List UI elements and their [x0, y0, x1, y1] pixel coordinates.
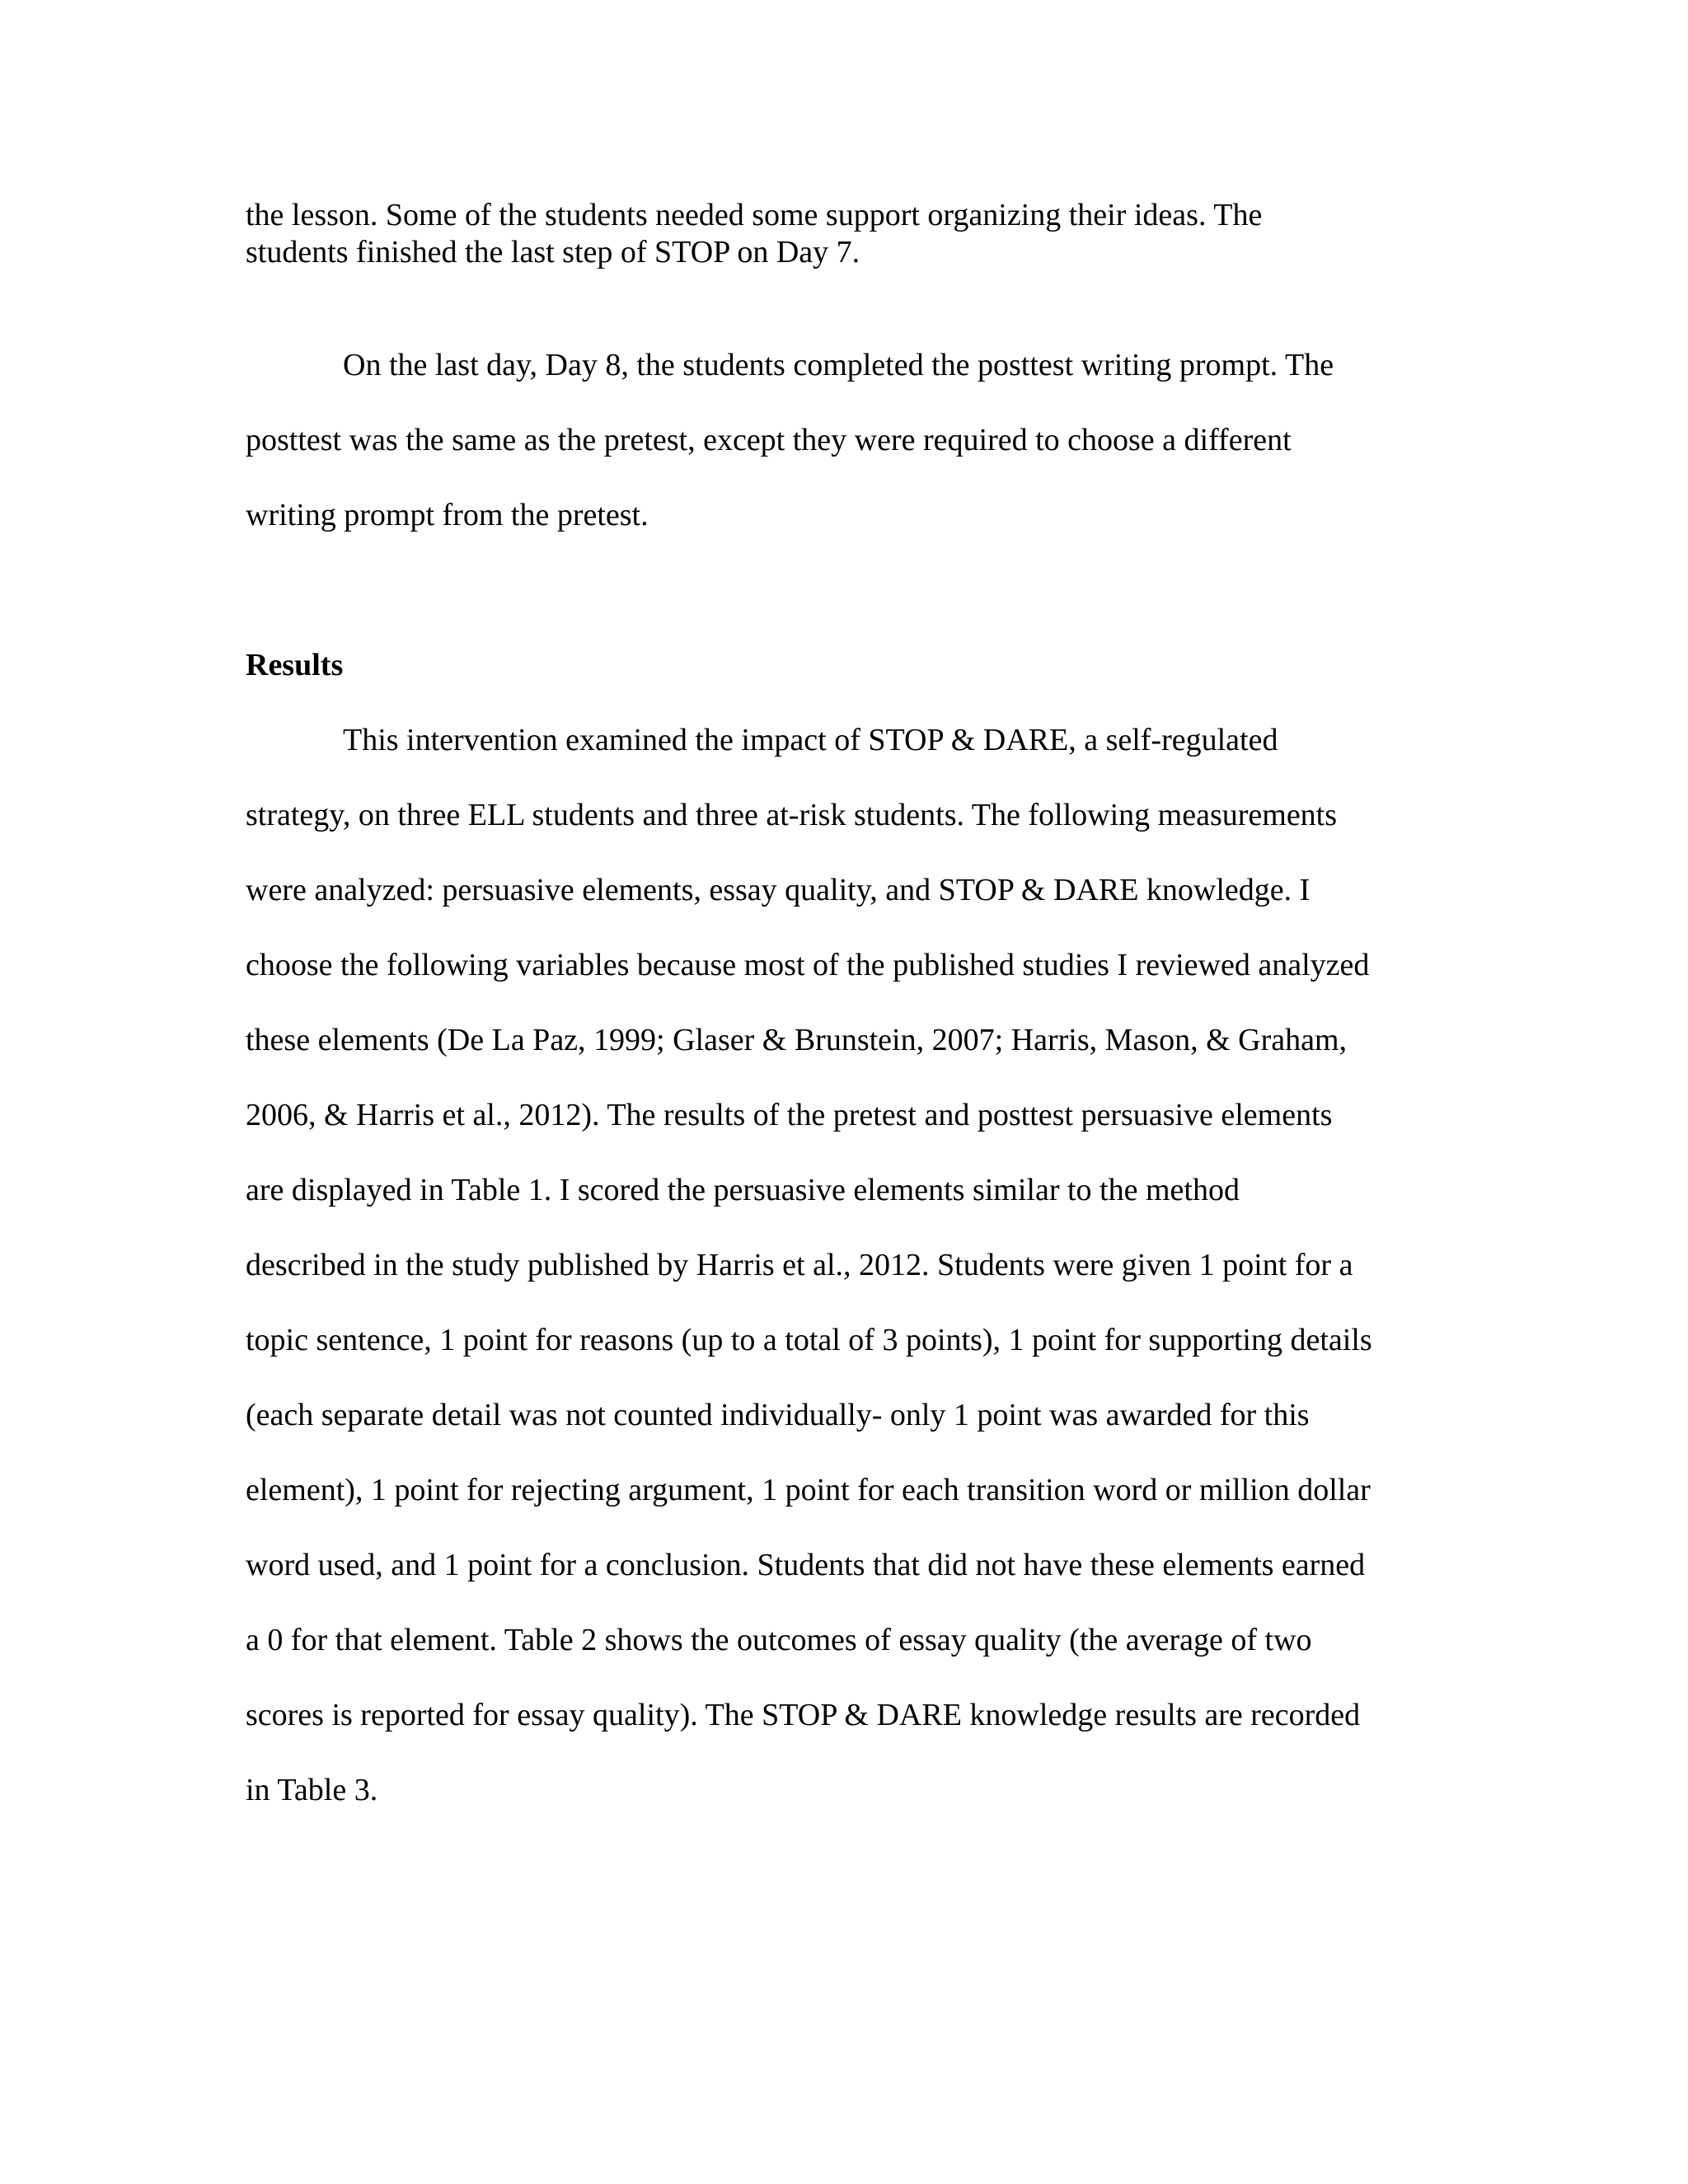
paragraph-line: scores is reported for essay quality). The STOP & DARE knowledge results are recorded	[246, 1698, 1361, 1732]
paragraph-line: are displayed in Table 1. I scored the persuasive elements similar to the method	[246, 1173, 1240, 1207]
paragraph-line: in Table 3.	[246, 1773, 378, 1807]
section-heading-results: Results	[246, 648, 344, 682]
paragraph-line: the lesson. Some of the students needed some support organizing their ideas. The	[246, 198, 1263, 232]
paragraph-line: word used, and 1 point for a conclusion. Students that did not have these elements earned	[246, 1548, 1366, 1582]
paragraph-line: 2006, & Harris et al., 2012). The results of the pretest and posttest persuasive elements	[246, 1098, 1333, 1132]
paragraph-first-line: On the last day, Day 8, the students completed the posttest writing prompt. The	[343, 348, 1334, 382]
paragraph-line: were analyzed: persuasive elements, essay quality, and STOP & DARE knowledge. I	[246, 873, 1311, 907]
paragraph-first-line: This intervention examined the impact of STOP & DARE, a self-regulated	[343, 723, 1278, 757]
paragraph-line: a 0 for that element. Table 2 shows the outcomes of essay quality (the average of two	[246, 1623, 1312, 1657]
paragraph-line: writing prompt from the pretest.	[246, 498, 649, 532]
paragraph-line: posttest was the same as the pretest, except they were required to choose a different	[246, 423, 1292, 457]
paragraph-line: these elements (De La Paz, 1999; Glaser & Brunstein, 2007; Harris, Mason, & Graham,	[246, 1023, 1348, 1057]
paragraph-line: described in the study published by Harris et al., 2012. Students were given 1 point for a	[246, 1248, 1353, 1282]
paragraph-line: strategy, on three ELL students and three at-risk students. The following measurements	[246, 798, 1338, 832]
paragraph-line: students finished the last step of STOP on Day 7.	[246, 235, 860, 269]
paragraph-line: topic sentence, 1 point for reasons (up to a total of 3 points), 1 point for supporting details	[246, 1323, 1372, 1357]
paragraph-line: (each separate detail was not counted individually- only 1 point was awarded for this	[246, 1398, 1310, 1432]
paragraph-line: choose the following variables because most of the published studies I reviewed analyzed	[246, 948, 1370, 982]
paragraph-line: element), 1 point for rejecting argument, 1 point for each transition word or million dollar	[246, 1473, 1371, 1507]
